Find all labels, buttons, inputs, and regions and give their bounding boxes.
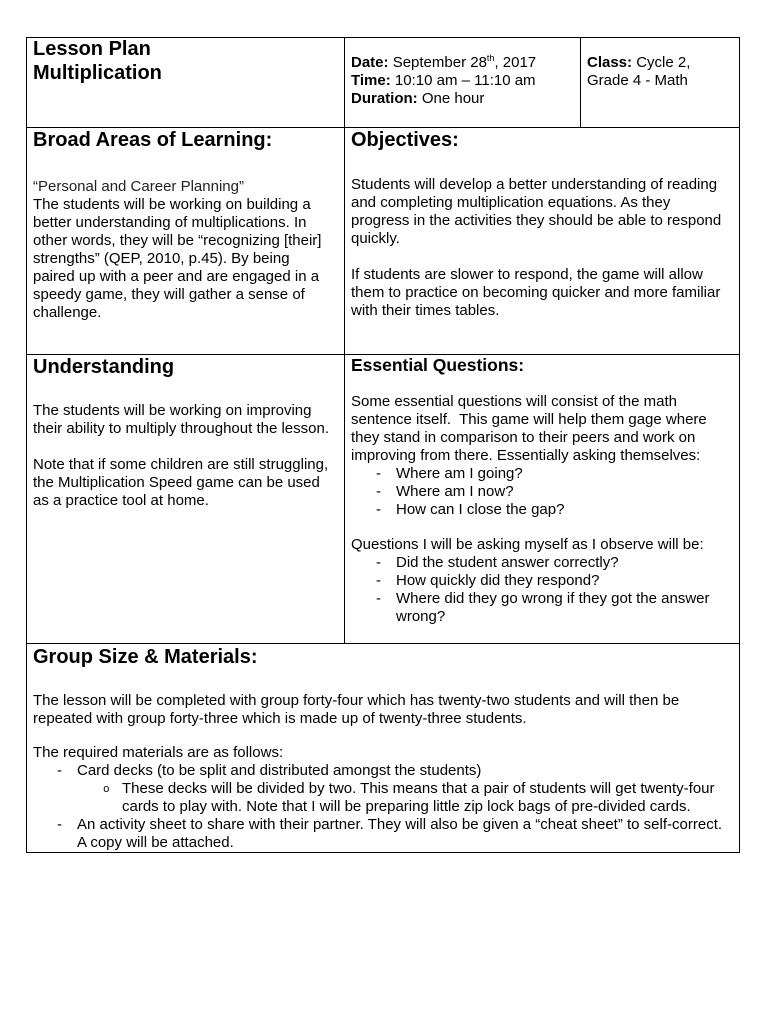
dash-bullet: - [376, 590, 381, 607]
duration-line [351, 90, 574, 108]
duration-value: One hour [421, 90, 485, 107]
understanding-paragraph [33, 402, 338, 438]
group-size-line: repeated with group forty-three which is made up of twenty-three students. [33, 710, 527, 727]
list-item-text: Where did they go wrong if they got the answer [396, 590, 710, 607]
essential-questions-heading: Essential Questions: [351, 355, 525, 375]
understanding-cell [27, 355, 345, 644]
areas-objectives-row [27, 128, 740, 355]
dash-bullet: - [376, 501, 381, 518]
time-value: 10:10 am – 11:10 am [394, 72, 536, 89]
dash-bullet: - [376, 483, 381, 500]
broad-areas-cell [27, 128, 345, 355]
dash-bullet: - [376, 465, 381, 482]
group-size-line: The lesson will be completed with group forty-four which has twenty-two students and will then be [33, 692, 680, 709]
list-item [351, 572, 733, 590]
observation-questions-intro: Questions I will be asking myself as I observe will be: [351, 536, 704, 553]
observation-questions-list [351, 554, 733, 626]
essential-questions-cell [345, 355, 740, 644]
list-item-continuation: wrong? [396, 608, 446, 625]
date-line [351, 54, 574, 72]
self-questions-list [351, 465, 733, 519]
list-item [33, 816, 733, 834]
broad-areas-line: strengths” (QEP, 2010, p.45). By being [33, 250, 290, 267]
lesson-plan-table [26, 37, 740, 853]
list-item-text: How can I close the gap? [396, 501, 565, 518]
understanding-questions-row [27, 355, 740, 644]
dash-bullet: - [57, 816, 62, 833]
header-row [27, 38, 740, 128]
list-item [33, 762, 733, 780]
dash-bullet: - [57, 762, 62, 779]
list-item-text: These decks will be divided by two. This means that a pair of students will get twenty-four [122, 780, 715, 797]
materials-intro: The required materials are as follows: [33, 744, 284, 761]
sub-list-item [33, 780, 733, 798]
list-item [351, 590, 733, 608]
class-line [587, 54, 733, 72]
understanding-line: Note that if some children are still struggling, [33, 456, 329, 473]
objectives-line: and completing multiplication equations. As they [351, 194, 671, 211]
date-year: , 2017 [494, 54, 537, 71]
list-item [351, 501, 733, 519]
materials-list [33, 762, 733, 852]
date-label: Date: [351, 54, 389, 71]
group-size-cell [27, 644, 740, 853]
broad-areas-line: The students will be working on building a [33, 196, 311, 213]
broad-areas-line: challenge. [33, 304, 102, 321]
list-item [351, 483, 733, 501]
understanding-line: their ability to multiply throughout the lesson. [33, 420, 329, 437]
circle-bullet: o [103, 784, 110, 796]
objectives-cell [345, 128, 740, 355]
time-label: Time: [351, 72, 391, 89]
dash-bullet: - [376, 572, 381, 589]
objectives-line: Students will develop a better understanding of reading [351, 176, 718, 193]
essential-questions-line: Some essential questions will consist of the math [351, 393, 677, 410]
list-item [351, 554, 733, 572]
list-item-text: Where am I now? [396, 483, 514, 500]
list-item-text: Where am I going? [396, 465, 523, 482]
broad-areas-heading: Broad Areas of Learning: [33, 129, 273, 151]
objectives-line: them to practice on becoming quicker and more familiar [351, 284, 721, 301]
class-grade-line: Grade 4 - Math [587, 72, 688, 89]
objectives-line: progress in the activities they should be able to respond [351, 212, 722, 229]
date-ordinal: th [486, 53, 495, 63]
list-item-text: Card decks (to be split and distributed amongst the students) [77, 762, 482, 779]
list-item [351, 465, 733, 483]
essential-questions-line: they stand in comparison to their peers and work on [351, 429, 696, 446]
time-line [351, 72, 574, 90]
materials-row [27, 644, 740, 853]
essential-questions-line: sentence itself. This game will help them gage where [351, 411, 707, 428]
class-cell [581, 38, 740, 128]
objectives-paragraph [351, 176, 733, 248]
class-value: Cycle 2, [636, 54, 691, 71]
group-size-paragraph [33, 692, 733, 728]
essential-questions-intro [351, 393, 733, 465]
broad-areas-line: speedy game, they will gather a sense of [33, 286, 305, 303]
essential-questions-line: improving from there. Essentially asking themselves: [351, 447, 701, 464]
list-item-continuation: A copy will be attached. [77, 834, 234, 851]
group-size-heading: Group Size & Materials: [33, 646, 258, 668]
broad-areas-quote: “Personal and Career Planning” [33, 178, 244, 195]
title-line-lesson-plan: Lesson Plan [33, 38, 151, 60]
class-label: Class: [587, 54, 633, 71]
list-item-text: Did the student answer correctly? [396, 554, 619, 571]
dash-bullet: - [376, 554, 381, 571]
objectives-line: quickly. [351, 230, 400, 247]
duration-label: Duration: [351, 90, 418, 107]
list-item-text: How quickly did they respond? [396, 572, 600, 589]
understanding-line: as a practice tool at home. [33, 492, 209, 509]
schedule-cell [345, 38, 581, 128]
objectives-paragraph [351, 266, 733, 320]
objectives-line: with their times tables. [351, 302, 500, 319]
understanding-paragraph [33, 456, 338, 510]
broad-areas-paragraph [33, 196, 338, 322]
understanding-heading: Understanding [33, 356, 175, 378]
broad-areas-line: paired up with a peer and are engaged in a [33, 268, 320, 285]
date-value: September 28 [392, 54, 487, 71]
list-item-text: An activity sheet to share with their partner. They will also be given a “cheat sheet” to self-correct. [77, 816, 723, 833]
broad-areas-line: better understanding of multiplications. In [33, 214, 307, 231]
objectives-heading: Objectives: [351, 129, 459, 151]
broad-areas-line: other words, they will be “recognizing [their] [33, 232, 322, 249]
lesson-plan-title [33, 37, 338, 85]
objectives-line: If students are slower to respond, the game will allow [351, 266, 703, 283]
understanding-line: The students will be working on improving [33, 402, 312, 419]
list-item-continuation: cards to play with. Note that I will be preparing little zip lock bags of pre-divided cards. [122, 798, 691, 815]
title-cell [27, 38, 345, 128]
title-line-subject: Multiplication [33, 62, 162, 84]
understanding-line: the Multiplication Speed game can be used [33, 474, 320, 491]
